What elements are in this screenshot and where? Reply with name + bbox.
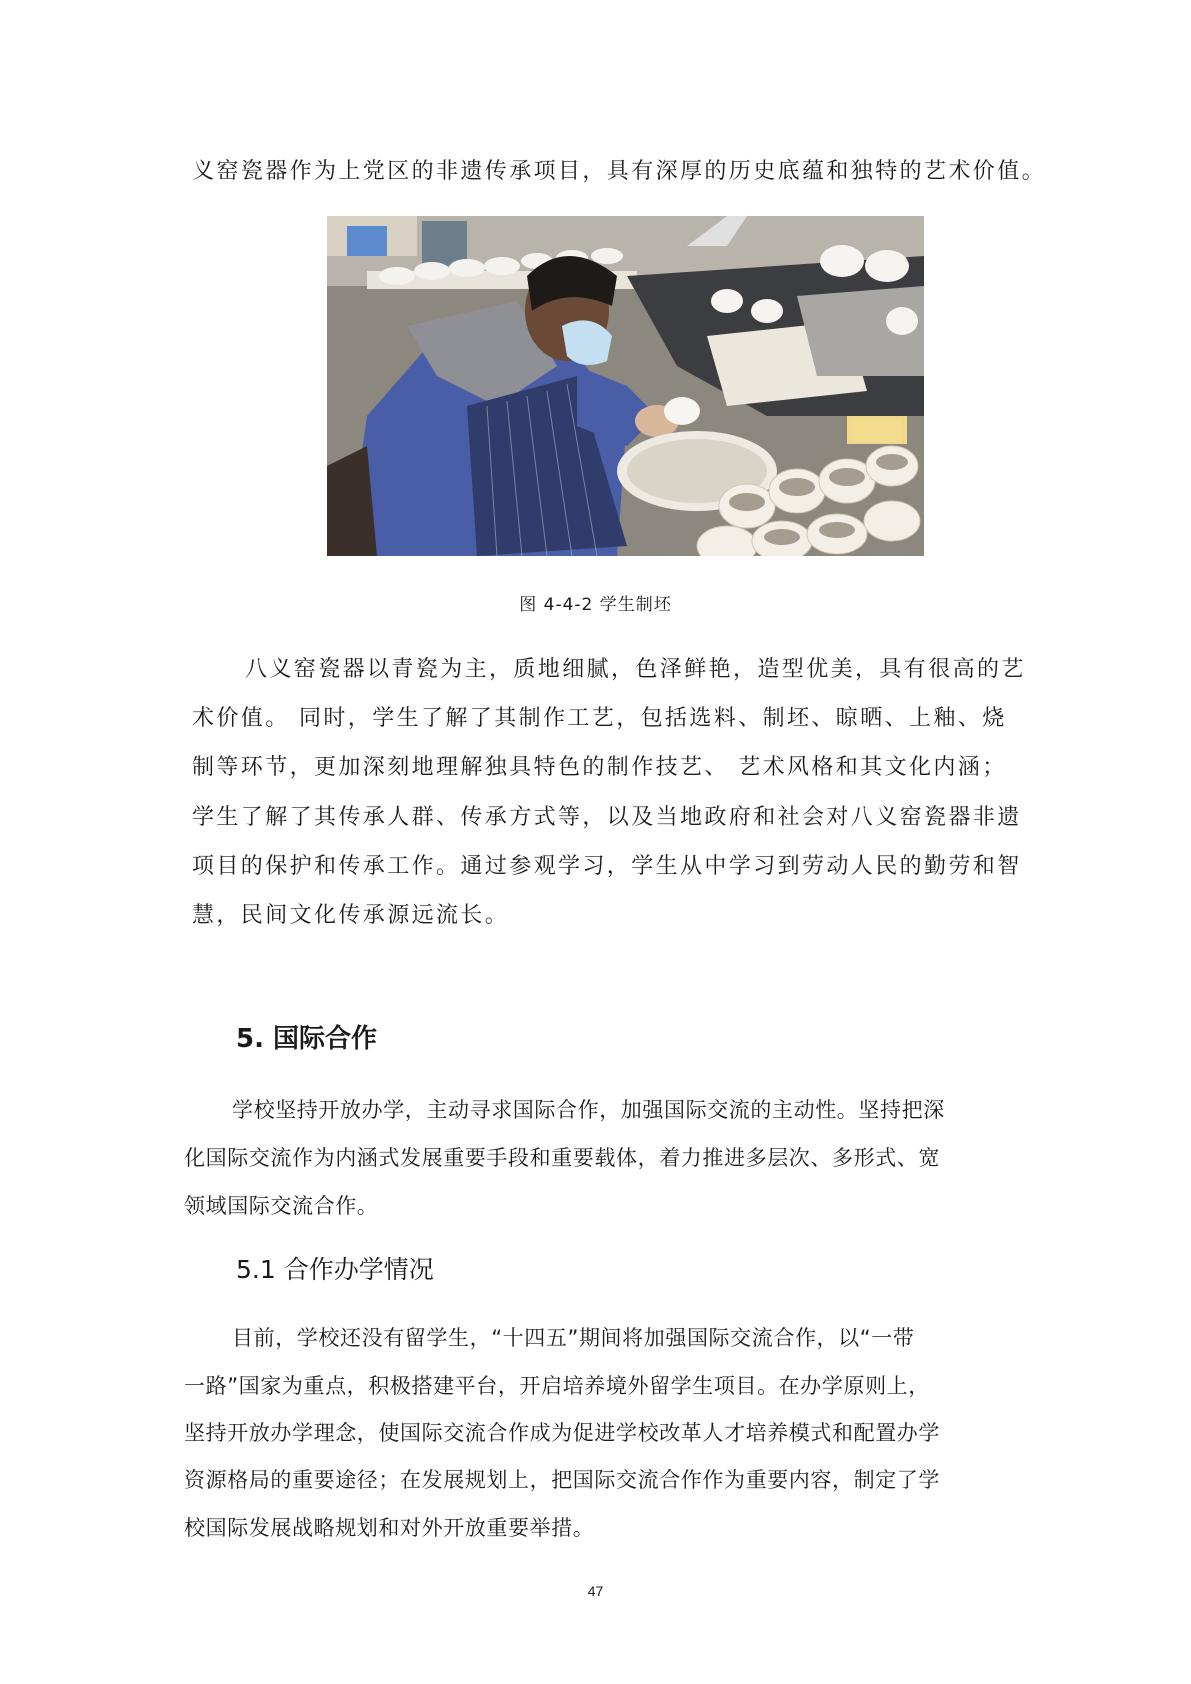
paragraph1-line-3: 制等环节，更加深刻地理解独具特色的制作技艺、 艺术风格和其文化内涵； — [192, 755, 1007, 780]
paragraph2-line-1: 学校坚持开放办学，主动寻求国际合作，加强国际交流的主动性。坚持把深 — [232, 1098, 945, 1122]
paragraph1-line-4: 学生了解了其传承人群、传承方式等，以及当地政府和社会对八义窑瓷器非遗 — [192, 805, 1022, 830]
section-heading: 5. 国际合作 — [236, 1024, 378, 1054]
photo-illustration — [327, 216, 924, 556]
paragraph3-line-5: 校国际发展战略规划和对外开放重要举措。 — [184, 1516, 595, 1540]
page-number: 47 — [587, 1583, 604, 1599]
paragraph2-line-3: 领域国际交流合作。 — [184, 1194, 379, 1218]
paragraph3-line-3: 坚持开放办学理念，使国际交流合作成为促进学校改革人才培养模式和配置办学 — [184, 1421, 940, 1445]
paragraph1-line-2: 术价值。 同时，学生了解了其制作工艺，包括选料、制坯、晾晒、上釉、烧 — [192, 706, 1007, 731]
paragraph2-line-2: 化国际交流作为内涵式发展重要手段和重要载体，着力推进多层次、多形式、宽 — [184, 1146, 940, 1170]
paragraph3-line-4: 资源格局的重要途径；在发展规划上，把国际交流合作作为重要内容，制定了学 — [184, 1468, 940, 1492]
figure-caption: 图 4-4-2 学生制坯 — [519, 595, 672, 615]
intro-line: 义窑瓷器作为上党区的非遗传承项目，具有深厚的历史底蕴和独特的艺术价值。 — [192, 159, 1047, 184]
subsection-heading: 5.1 合作办学情况 — [236, 1255, 434, 1284]
paragraph3-line-1: 目前，学校还没有留学生，“十四五”期间将加强国际交流合作，以“一带 — [232, 1326, 915, 1350]
paragraph1-line-1: 八义窑瓷器以青瓷为主，质地细腻，色泽鲜艳，造型优美，具有很高的艺 — [245, 657, 1026, 682]
figure-photo-student-making-pottery — [327, 216, 924, 556]
paragraph1-line-5: 项目的保护和传承工作。通过参观学习，学生从中学习到劳动人民的勤劳和智 — [192, 854, 1022, 879]
paragraph3-line-2: 一路”国家为重点，积极搭建平台，开启培养境外留学生项目。在办学原则上， — [184, 1374, 930, 1398]
paragraph1-line-6: 慧，民间文化传承源远流长。 — [192, 903, 510, 928]
